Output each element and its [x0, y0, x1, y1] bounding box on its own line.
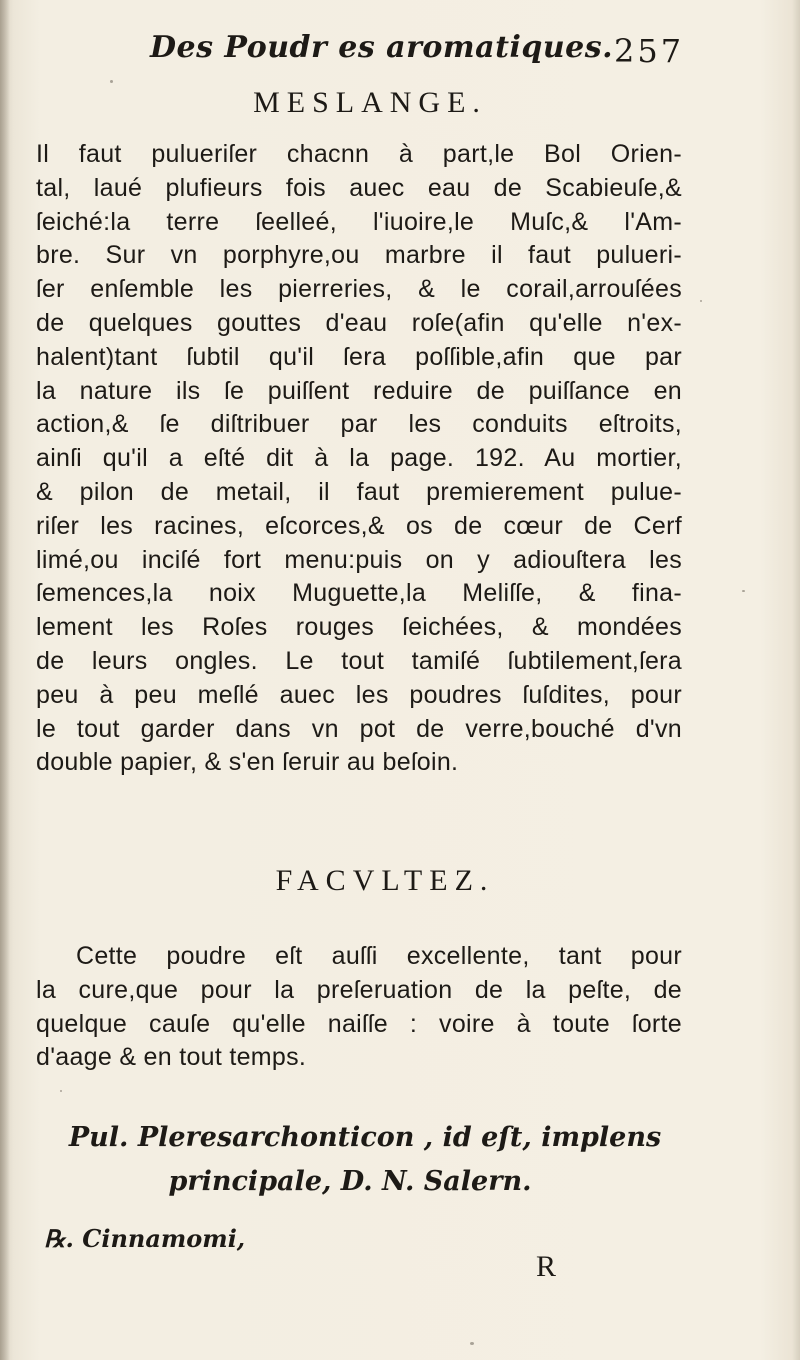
recipe-line: ℞. Cinnamomi,	[44, 1224, 246, 1253]
text-line: & pilon de metail, il faut premierement pulue-	[36, 477, 682, 506]
paper-speck	[742, 590, 745, 592]
text-line: de leurs ongles. Le tout tamiſé ſubtilement,ſera	[36, 646, 682, 675]
section-title-facultez: FACVLTEZ.	[275, 864, 495, 897]
text-line: halent)tant ſubtil qu'il ſera poſſible,afin que par	[36, 342, 682, 371]
text-line: ſemences,la noix Muguette,la Meliſſe, & fina-	[36, 579, 682, 608]
text-line: de quelques gouttes d'eau roſe(afin qu'elle n'ex-	[36, 308, 682, 337]
text-line: Il faut pulueriſer chacnn à part,le Bol Orien-	[36, 140, 682, 168]
formula-title: Pul. Pleresarchonticon , id eſt, implens	[68, 1122, 662, 1153]
paragraph-facultez	[36, 940, 682, 1075]
text-line: ſeiché:la terre ſeelleé, l'iuoire,le Muſc,& l'Am-	[36, 207, 682, 236]
text-line: ſer enſemble les pierreries, & le corail,arrouſées	[36, 275, 682, 304]
formula-attribution: principale, D. N. Salern.	[168, 1166, 532, 1197]
text-line: action,& ſe diſtribuer par les conduits eſtroits,	[36, 410, 682, 439]
paper-speck	[470, 1342, 474, 1345]
section-title-meslange: MESLANGE.	[253, 86, 487, 119]
text-line: bre. Sur vn porphyre,ou marbre il faut pulueri-	[36, 241, 682, 270]
text-line: la nature ils ſe puiſſent reduire de puiſſance en	[36, 376, 682, 405]
text-line: ainſi qu'il a eſté dit à la page. 192. Au mortier,	[36, 444, 682, 473]
running-head: Des Poudr es aromatiques.	[150, 30, 614, 65]
text-line: tal, laué plufieurs fois auec eau de Scabieuſe,&	[36, 173, 682, 202]
text-line: d'aage & en tout temps.	[36, 1043, 307, 1072]
page-number: 257	[614, 32, 685, 70]
paper-speck	[700, 300, 702, 302]
paper-speck	[60, 1090, 62, 1092]
paper-speck	[110, 80, 113, 83]
text-line: riſer les racines, eſcorces,& os de cœur de Cerf	[36, 511, 682, 540]
text-line: quelque cauſe qu'elle naiſſe : voire à toute ſorte	[36, 1009, 682, 1038]
text-line: double papier, & s'en ſeruir au beſoin.	[36, 748, 459, 777]
text-line: Cette poudre eſt auſſi excellente, tant pour	[76, 942, 682, 970]
text-line: la cure,que pour la preſeruation de la peſte, de	[36, 975, 682, 1004]
text-line: peu à peu meſlé auec les poudres ſuſdites, pour	[36, 680, 682, 709]
paragraph-meslange	[36, 138, 682, 780]
text-line: lement les Roſes rouges ſeichées, & mondées	[36, 613, 682, 642]
catchword: R	[536, 1250, 557, 1283]
text-line: le tout garder dans vn pot de verre,bouché d'vn	[36, 714, 682, 743]
text-line: limé,ou inciſé fort menu:puis on y adiouſtera les	[36, 545, 682, 574]
